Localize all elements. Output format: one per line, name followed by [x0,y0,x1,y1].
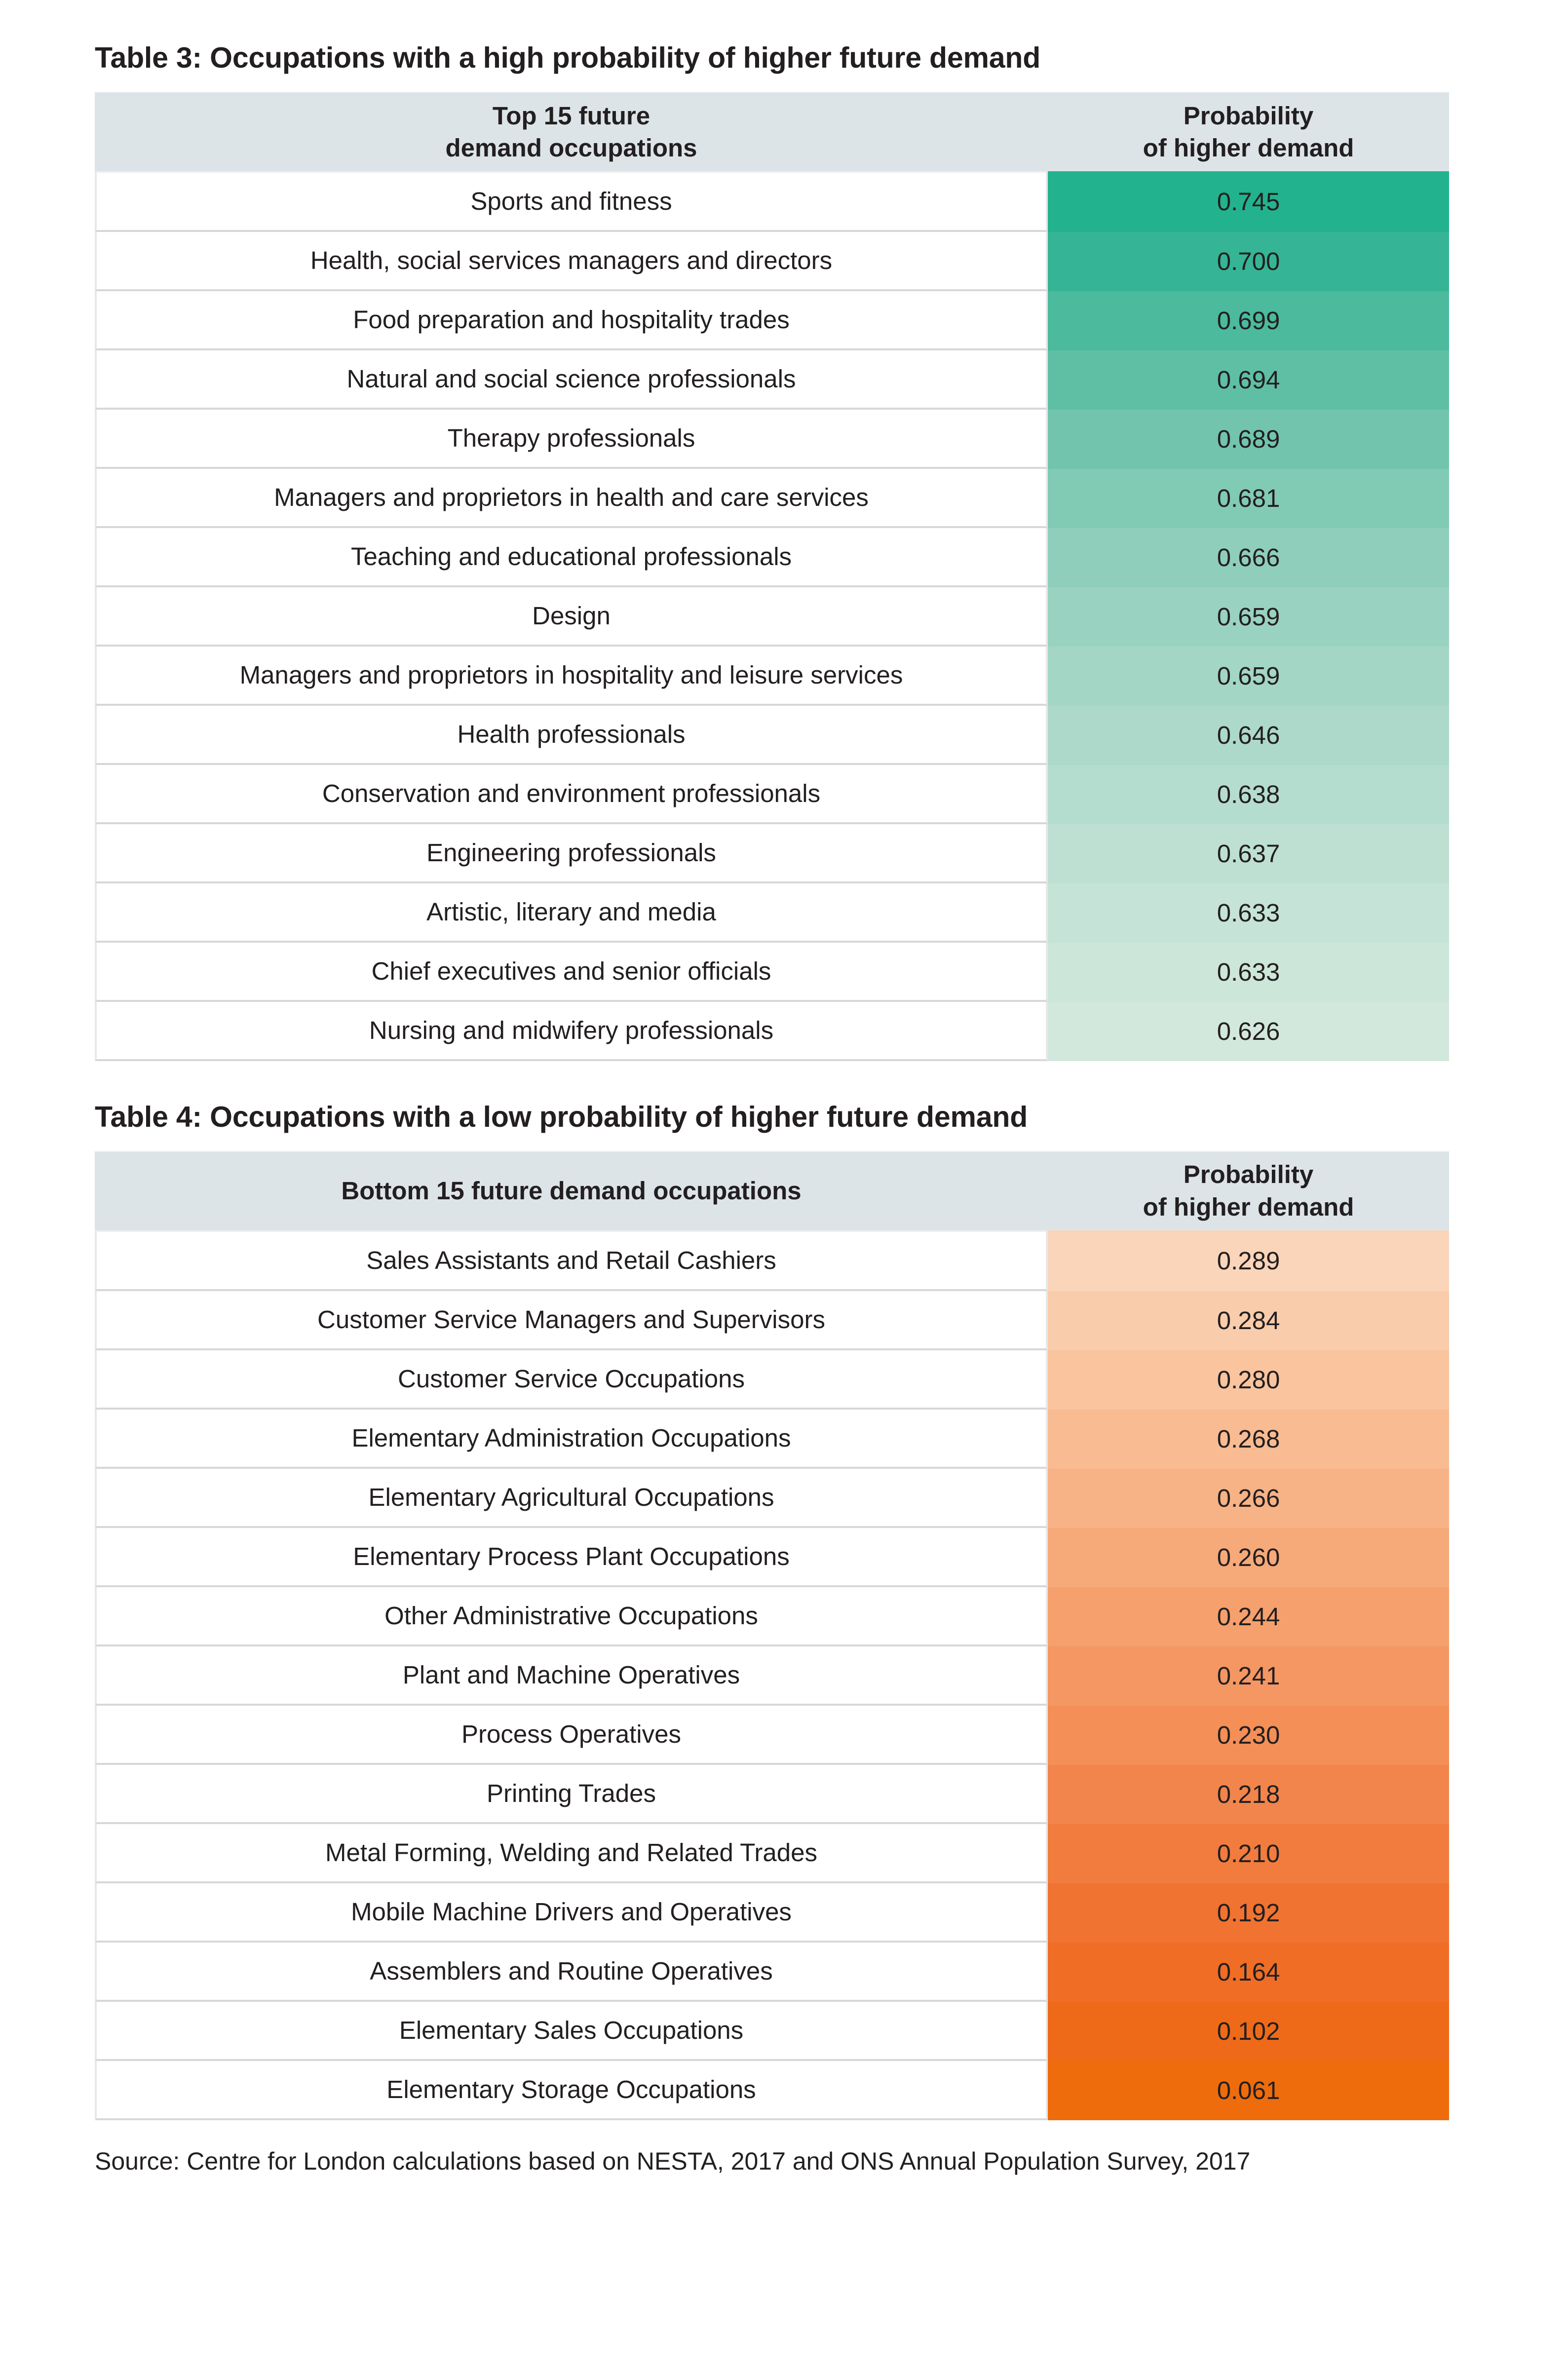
probability-cell: 0.626 [1048,1002,1449,1061]
table-row [95,2002,1449,2061]
occupation-cell: Customer Service Managers and Supervisors [95,1291,1048,1350]
table-4-header-occupations [95,1151,1048,1230]
table-row [95,883,1449,943]
table-row [95,469,1449,528]
table-3-header-probability-line2: of higher demand [1143,133,1354,162]
occupation-cell: Elementary Sales Occupations [95,2002,1048,2061]
occupation-cell: Artistic, literary and media [95,883,1048,943]
occupation-cell: Health, social services managers and directors [95,232,1048,291]
occupation-cell: Assemblers and Routine Operatives [95,1943,1048,2002]
probability-cell: 0.694 [1048,350,1449,410]
probability-cell: 0.699 [1048,291,1449,350]
table-row [95,1883,1449,1943]
table-4-header-occupations-line1: Bottom 15 future demand occupations [341,1176,802,1205]
probability-cell: 0.745 [1048,171,1449,232]
table-4-body [95,1230,1449,2120]
probability-cell: 0.244 [1048,1587,1449,1646]
occupation-cell: Engineering professionals [95,824,1048,883]
table-3-header-row [95,92,1449,171]
occupation-cell: Elementary Administration Occupations [95,1410,1048,1469]
probability-cell: 0.266 [1048,1469,1449,1528]
probability-cell: 0.268 [1048,1410,1449,1469]
table-3 [95,92,1449,1061]
probability-cell: 0.659 [1048,587,1449,647]
table-row [95,1587,1449,1646]
occupation-cell: Customer Service Occupations [95,1350,1048,1410]
occupation-cell: Elementary Process Plant Occupations [95,1528,1048,1587]
table-4-header-row [95,1151,1449,1230]
table-3-header-probability-line1: Probability [1183,101,1314,130]
table-4-header-probability [1048,1151,1449,1230]
occupation-cell: Elementary Storage Occupations [95,2061,1048,2120]
probability-cell: 0.210 [1048,1824,1449,1883]
table-3-header-occupations [95,92,1048,171]
table-row [95,647,1449,706]
probability-cell: 0.230 [1048,1706,1449,1765]
probability-cell: 0.633 [1048,883,1449,943]
table-row [95,410,1449,469]
probability-cell: 0.638 [1048,765,1449,824]
table-row [95,350,1449,410]
occupation-cell: Process Operatives [95,1706,1048,1765]
table-3-caption: Table 3: Occupations with a high probability of higher future demand [95,41,1041,74]
table-4-caption: Table 4: Occupations with a low probability of higher future demand [95,1100,1028,1133]
table-row [95,824,1449,883]
probability-cell: 0.689 [1048,410,1449,469]
source-note: Source: Centre for London calculations based on NESTA, 2017 and ONS Annual Population Survey, 2017 [95,2147,1251,2175]
table-row [95,1943,1449,2002]
table-3-header-probability [1048,92,1449,171]
table-row [95,1646,1449,1706]
probability-cell: 0.061 [1048,2061,1449,2120]
table-row [95,1469,1449,1528]
occupation-cell: Chief executives and senior officials [95,943,1048,1002]
table-row [95,1002,1449,1061]
occupation-cell: Metal Forming, Welding and Related Trades [95,1824,1048,1883]
probability-cell: 0.637 [1048,824,1449,883]
occupation-cell: Natural and social science professionals [95,350,1048,410]
table-row [95,232,1449,291]
occupation-cell: Teaching and educational professionals [95,528,1048,587]
probability-cell: 0.633 [1048,943,1449,1002]
table-4-head [95,1151,1449,1230]
occupation-cell: Printing Trades [95,1765,1048,1824]
table-row [95,943,1449,1002]
occupation-cell: Mobile Machine Drivers and Operatives [95,1883,1048,1943]
probability-cell: 0.218 [1048,1765,1449,1824]
probability-cell: 0.102 [1048,2002,1449,2061]
probability-cell: 0.646 [1048,706,1449,765]
table-row [95,765,1449,824]
probability-cell: 0.164 [1048,1943,1449,2002]
table-row [95,1824,1449,1883]
table-row [95,1706,1449,1765]
table-row [95,171,1449,232]
table-row [95,587,1449,647]
probability-cell: 0.700 [1048,232,1449,291]
table-row [95,1291,1449,1350]
table-row [95,291,1449,350]
occupation-cell: Plant and Machine Operatives [95,1646,1048,1706]
occupation-cell: Nursing and midwifery professionals [95,1002,1048,1061]
table-3-body [95,171,1449,1061]
table-row [95,1350,1449,1410]
occupation-cell: Food preparation and hospitality trades [95,291,1048,350]
occupation-cell: Health professionals [95,706,1048,765]
table-row [95,1765,1449,1824]
table-3-head [95,92,1449,171]
occupation-cell: Sports and fitness [95,171,1048,232]
probability-cell: 0.681 [1048,469,1449,528]
probability-cell: 0.260 [1048,1528,1449,1587]
table-row [95,1410,1449,1469]
probability-cell: 0.241 [1048,1646,1449,1706]
occupation-cell: Managers and proprietors in hospitality and leisure services [95,647,1048,706]
occupation-cell: Elementary Agricultural Occupations [95,1469,1048,1528]
occupation-cell: Other Administrative Occupations [95,1587,1048,1646]
occupation-cell: Conservation and environment professionals [95,765,1048,824]
probability-cell: 0.192 [1048,1883,1449,1943]
table-4-header-probability-line1: Probability [1183,1160,1314,1189]
table-row [95,1230,1449,1291]
table-4 [95,1151,1449,2120]
table-3-header-occupations-line1: Top 15 future [492,101,650,130]
table-row [95,2061,1449,2120]
probability-cell: 0.284 [1048,1291,1449,1350]
occupation-cell: Design [95,587,1048,647]
table-4-header-probability-line2: of higher demand [1143,1192,1354,1221]
probability-cell: 0.289 [1048,1230,1449,1291]
probability-cell: 0.659 [1048,647,1449,706]
occupation-cell: Sales Assistants and Retail Cashiers [95,1230,1048,1291]
table-row [95,1528,1449,1587]
table-row [95,706,1449,765]
occupation-cell: Therapy professionals [95,410,1048,469]
table-3-header-occupations-line2: demand occupations [445,133,697,162]
probability-cell: 0.666 [1048,528,1449,587]
table-row [95,528,1449,587]
occupation-cell: Managers and proprietors in health and care services [95,469,1048,528]
probability-cell: 0.280 [1048,1350,1449,1410]
